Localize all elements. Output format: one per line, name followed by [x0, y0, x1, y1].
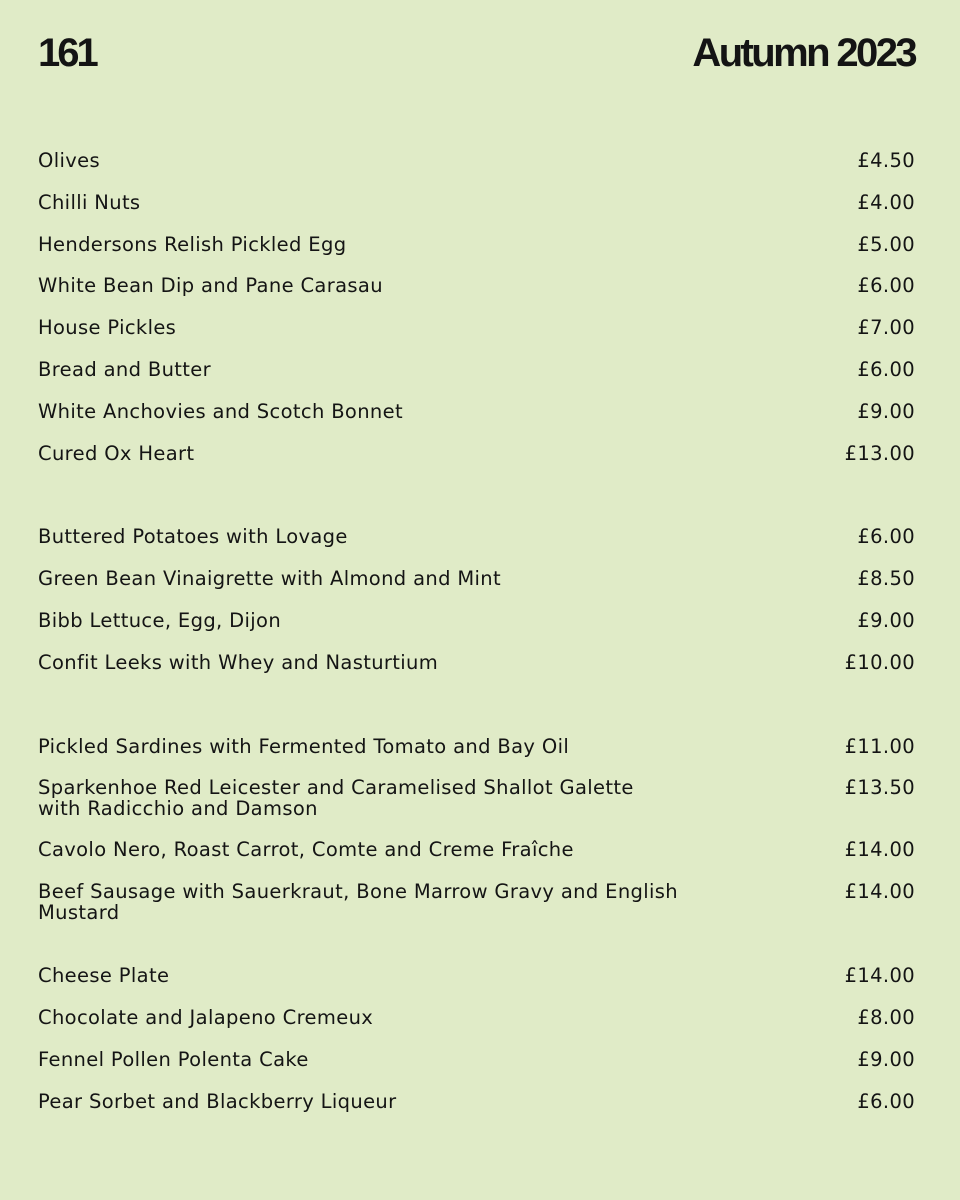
menu-item — [38, 234, 915, 276]
menu-item — [38, 192, 915, 234]
menu-item-name: White Bean Dip and Pane Carasau — [38, 274, 383, 298]
menu-item-name: Confit Leeks with Whey and Nasturtium — [38, 650, 439, 674]
menu-item-price: £6.00 — [857, 1089, 915, 1113]
menu-list — [38, 150, 915, 1174]
menu-item — [38, 1007, 915, 1049]
menu-item-price: £14.00 — [844, 880, 915, 904]
menu-item-price: £5.00 — [857, 232, 915, 256]
menu-item-name: Hendersons Relish Pickled Egg — [38, 232, 347, 256]
menu-item-price: £7.00 — [857, 316, 915, 340]
menu-section — [38, 965, 915, 1132]
menu-item — [38, 275, 915, 317]
menu-item-name: Cured Ox Heart — [38, 441, 195, 465]
menu-item-name: Chilli Nuts — [38, 190, 141, 214]
menu-item-name: Cavolo Nero, Roast Carrot, Comte and Creme Fraîche — [38, 838, 574, 862]
menu-item — [38, 965, 915, 1007]
menu-item-name: Pear Sorbet and Blackberry Liqueur — [38, 1089, 397, 1113]
brand-name: 161 — [38, 31, 96, 75]
menu-item — [38, 1091, 915, 1133]
menu-item-price: £14.00 — [844, 838, 915, 862]
menu-item — [38, 1049, 915, 1091]
menu-item-price: £8.50 — [857, 567, 915, 591]
menu-item-name: Sparkenhoe Red Leicester and Caramelised Shallot Galette with Radicchio and Damson — [38, 776, 634, 821]
menu-item-name: Bibb Lettuce, Egg, Dijon — [38, 608, 282, 632]
menu-item-name: Beef Sausage with Sauerkraut, Bone Marrow Gravy and English Mustard — [38, 880, 679, 925]
menu-item-price: £9.00 — [857, 608, 915, 632]
menu-item — [38, 568, 915, 610]
menu-item-name: House Pickles — [38, 316, 177, 340]
menu-item-price: £9.00 — [857, 399, 915, 423]
menu-item-name: Buttered Potatoes with Lovage — [38, 525, 348, 549]
menu-item-price: £4.50 — [857, 149, 915, 172]
menu-item — [38, 736, 915, 778]
menu-section — [38, 526, 915, 693]
menu-season-title: Autumn 2023 — [692, 31, 915, 75]
menu-item-name: Fennel Pollen Polenta Cake — [38, 1047, 309, 1071]
menu-section — [38, 736, 915, 924]
menu-item-price: £6.00 — [857, 274, 915, 298]
menu-item-name: Chocolate and Jalapeno Cremeux — [38, 1005, 374, 1029]
menu-item-name: Olives — [38, 149, 100, 172]
menu-item — [38, 526, 915, 568]
menu-item-price: £13.50 — [844, 776, 915, 800]
menu-item — [38, 401, 915, 443]
menu-item-name: Cheese Plate — [38, 964, 170, 988]
menu-item-price: £6.00 — [857, 357, 915, 381]
menu-item — [38, 150, 915, 192]
menu-item-price: £10.00 — [844, 650, 915, 674]
menu-item — [38, 652, 915, 694]
menu-item-price: £14.00 — [844, 964, 915, 988]
menu-item — [38, 610, 915, 652]
menu-item-price: £4.00 — [857, 190, 915, 214]
menu-header — [38, 28, 915, 78]
menu-item-name: Green Bean Vinaigrette with Almond and Mint — [38, 567, 502, 591]
menu-item-price: £13.00 — [844, 441, 915, 465]
menu-item-name: Bread and Butter — [38, 357, 212, 381]
menu-item — [38, 359, 915, 401]
menu-item — [38, 881, 915, 923]
menu-item — [38, 777, 915, 839]
menu-item-price: £11.00 — [844, 734, 915, 758]
menu-item — [38, 317, 915, 359]
menu-section — [38, 150, 915, 484]
menu-item-name: White Anchovies and Scotch Bonnet — [38, 399, 403, 423]
menu-item-price: £8.00 — [857, 1005, 915, 1029]
menu-item-price: £6.00 — [857, 525, 915, 549]
menu-item — [38, 839, 915, 881]
menu-item-price: £9.00 — [857, 1047, 915, 1071]
menu-item — [38, 443, 915, 485]
menu-item-name: Pickled Sardines with Fermented Tomato and Bay Oil — [38, 734, 570, 758]
